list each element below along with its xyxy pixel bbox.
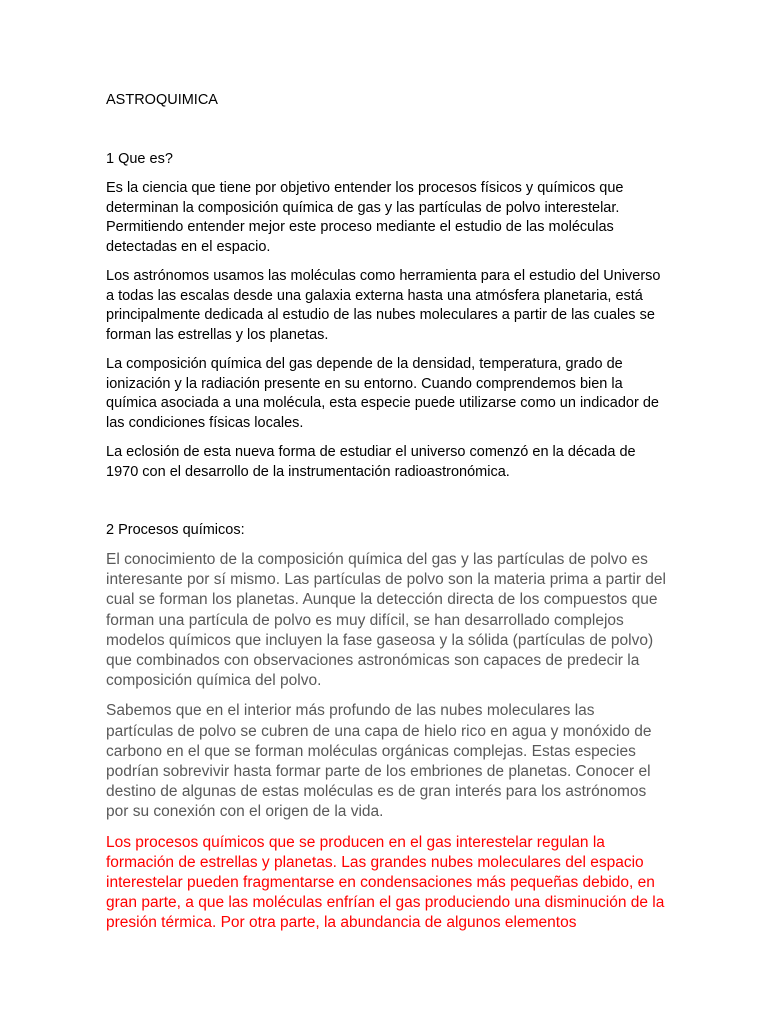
document-title: ASTROQUIMICA <box>106 92 218 108</box>
section-2-paragraph-1: El conocimiento de la composición química del gas y las partículas de polvo es interesante por sí mismo. Las partículas de polvo son la materia prima a partir del cual se forman los planetas. Aunque la detección directa de los compuestos que forman una partícula de polvo es muy difícil, se han desarrollado complejos modelos químicos que incluyen la fase gaseosa y la sólida (partículas de polvo) que combinados con observaciones astronómicas son capaces de predecir la composición química del polvo. <box>106 551 666 690</box>
section-2-heading: 2 Procesos químicos: <box>106 522 245 538</box>
section-2-paragraph-2: Sabemos que en el interior más profundo de las nubes moleculares las partículas de polvo se cubren de una capa de hielo rico en agua y monóxido de carbono en el que se forman moléculas orgánicas complejas. Estas especies podrían sobrevivir hasta formar parte de los embriones de planetas. Conocer el destino de algunas de estas moléculas es de gran interés para los astrónomos por su conexión con el origen de la vida. <box>106 702 652 821</box>
section-2-body <box>106 550 666 934</box>
section-1-paragraph-1: Es la ciencia que tiene por objetivo entender los procesos físicos y químicos que determinan la composición química de gas y las partículas de polvo interestelar. Permitiendo entender mejor este proceso mediante el estudio de las moléculas detectadas en el espacio. <box>106 180 624 255</box>
section-1-paragraph-2: Los astrónomos usamos las moléculas como herramienta para el estudio del Universo a todas las escalas desde una galaxia externa hasta una atmósfera planetaria, está principalmente dedicada al estudio de las nubes moleculares a partir de las cuales se forman las estrellas y los planetas. <box>106 268 661 343</box>
section-1-paragraph-4: La eclosión de esta nueva forma de estudiar el universo comenzó en la década de 1970 con el desarrollo de la instrumentación radioastronómica. <box>106 444 636 480</box>
section-2-paragraph-3-red: Los procesos químicos que se producen en el gas interestelar regulan la formación de estrellas y planetas. Las grandes nubes moleculares del espacio interestelar pueden fragmentarse en condensaciones más pequeñas debido, en gran parte, a que las moléculas enfrían el gas produciendo una disminución de la presión térmica. Por otra parte, la abundancia de algunos elementos <box>106 833 665 932</box>
section-1-paragraph-3: La composición química del gas depende de la densidad, temperatura, grado de ionización y la radiación presente en su entorno. Cuando comprendemos bien la química asociada a una molécula, esta especie puede utilizarse como un indicador de las condiciones físicas locales. <box>106 356 659 431</box>
section-1-body <box>106 179 666 482</box>
section-1-heading: 1 Que es? <box>106 151 173 167</box>
